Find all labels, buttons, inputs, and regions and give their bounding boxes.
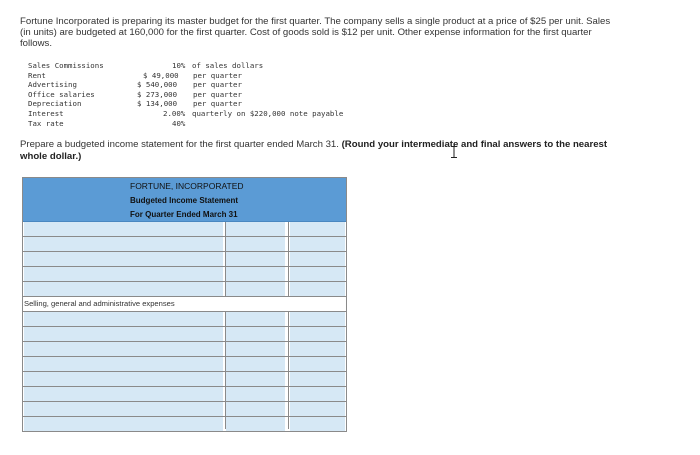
expense-label: Advertising — [28, 80, 77, 90]
total-input[interactable] — [290, 342, 345, 356]
statement-row — [22, 237, 347, 252]
expense-amount: $ 540,000 — [137, 80, 178, 90]
amount-input[interactable] — [226, 387, 285, 401]
column-divider — [225, 222, 226, 297]
expense-unit: per quarter — [193, 99, 242, 109]
line-item-input[interactable] — [24, 357, 223, 371]
expense-unit: of sales dollars — [192, 61, 264, 70]
line-item-input[interactable] — [24, 417, 223, 431]
statement-row — [22, 327, 347, 342]
line-item-input[interactable] — [24, 327, 223, 341]
total-input[interactable] — [290, 312, 345, 326]
expense-unit: per quarter — [193, 70, 242, 80]
expense-label: Tax rate — [28, 118, 64, 128]
expense-unit: per quarter — [193, 80, 242, 90]
statement-row — [22, 267, 347, 282]
expense-label: Office salaries — [28, 89, 95, 99]
total-input[interactable] — [290, 282, 345, 296]
amount-input[interactable] — [226, 222, 285, 236]
line-item-input[interactable] — [24, 402, 223, 416]
line-item-input[interactable] — [24, 387, 223, 401]
text-cursor-icon — [449, 146, 459, 158]
problem-description: Fortune Incorporated is preparing its master budget for the first quarter. The company sells a single product at a price of $25 per unit. Sales (in units) are budgeted at 160,000 for the first quarter. Cost of goods sold is $12 per unit. Other expense information for the first quarter follows. — [20, 16, 611, 49]
expense-amount: $ 273,000 — [137, 89, 178, 99]
amount-input[interactable] — [226, 327, 285, 341]
line-item-input[interactable] — [24, 237, 223, 251]
statement-title: Budgeted Income Statement — [130, 196, 239, 205]
statement-row — [22, 312, 347, 327]
expense-amount: 40% — [172, 118, 186, 128]
line-item-input[interactable] — [24, 267, 223, 281]
sga-section-row — [22, 297, 347, 312]
statement-header — [22, 177, 347, 222]
amount-input[interactable] — [226, 237, 285, 251]
line-item-input[interactable] — [24, 252, 223, 266]
amount-input[interactable] — [226, 282, 285, 296]
total-input[interactable] — [290, 417, 345, 431]
amount-input[interactable] — [226, 372, 285, 386]
amount-input[interactable] — [226, 312, 285, 326]
line-item-input[interactable] — [24, 312, 223, 326]
expense-label: Interest — [28, 108, 64, 118]
total-input[interactable] — [290, 237, 345, 251]
instruction-bold: (Round your intermediate and final answers to the nearest whole dollar.) — [20, 139, 608, 162]
statement-row — [22, 222, 347, 237]
total-input[interactable] — [290, 372, 345, 386]
expense-label: Depreciation — [28, 99, 82, 109]
line-item-input[interactable] — [24, 342, 223, 356]
instruction-plain: Prepare a budgeted income statement for the first quarter ended March 31. — [20, 139, 339, 150]
amount-input[interactable] — [226, 252, 285, 266]
line-item-input[interactable] — [24, 282, 223, 296]
company-name: FORTUNE, INCORPORATED — [130, 181, 244, 191]
statement-row — [22, 402, 347, 417]
statement-period: For Quarter Ended March 31 — [130, 210, 238, 219]
statement-row — [22, 387, 347, 402]
expense-unit: quarterly on $220,000 note payable — [192, 108, 344, 118]
expense-amount: 2.00% — [163, 108, 186, 118]
income-statement-table — [22, 177, 347, 432]
column-divider — [288, 222, 289, 297]
line-item-input[interactable] — [24, 222, 223, 236]
column-divider — [225, 312, 226, 429]
expense-label: Sales Commissions — [28, 61, 104, 70]
statement-row — [22, 417, 347, 432]
expense-amount: $ 134,000 — [137, 99, 178, 109]
statement-row — [22, 282, 347, 297]
amount-input[interactable] — [226, 417, 285, 431]
statement-row — [22, 372, 347, 387]
total-input[interactable] — [290, 327, 345, 341]
instruction-text — [20, 139, 610, 162]
sga-section-label: Selling, general and administrative expenses — [24, 299, 175, 308]
amount-input[interactable] — [226, 357, 285, 371]
amount-input[interactable] — [226, 267, 285, 281]
amount-input[interactable] — [226, 342, 285, 356]
expense-amount: 10% — [172, 61, 186, 70]
total-input[interactable] — [290, 267, 345, 281]
total-input[interactable] — [290, 357, 345, 371]
total-input[interactable] — [290, 252, 345, 266]
statement-row — [22, 342, 347, 357]
total-input[interactable] — [290, 402, 345, 416]
expense-label: Rent — [28, 70, 46, 80]
amount-input[interactable] — [226, 402, 285, 416]
column-divider — [288, 312, 289, 429]
expense-unit: per quarter — [193, 89, 242, 99]
line-item-input[interactable] — [24, 372, 223, 386]
statement-row — [22, 252, 347, 267]
statement-row — [22, 357, 347, 372]
total-input[interactable] — [290, 222, 345, 236]
total-input[interactable] — [290, 387, 345, 401]
expense-amount: $ 49,000 — [143, 70, 179, 80]
